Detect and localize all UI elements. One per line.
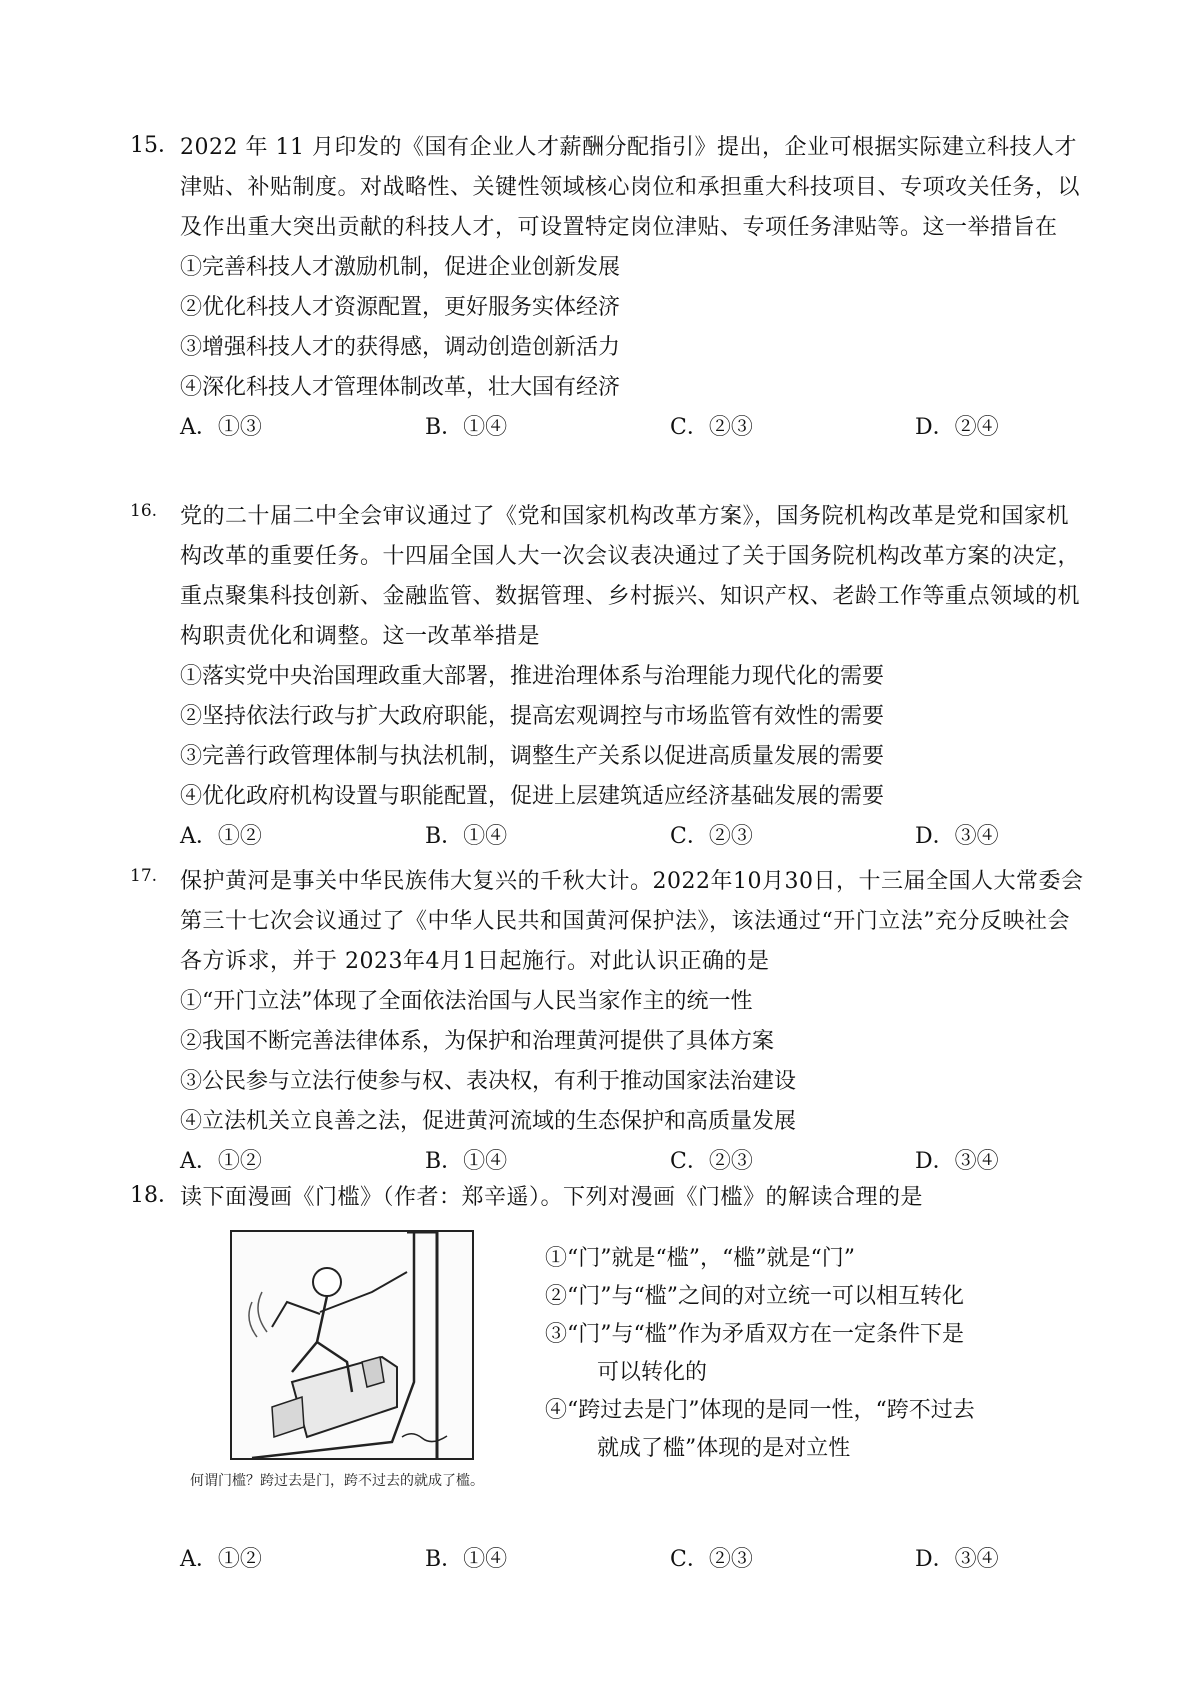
question-stem: 党的二十届二中全会审议通过了《党和国家机构改革方案》，国务院机构改革是党和国家机构改革的重要任务。十四届全国人大一次会议表决通过了关于国务院机构改革方案的决定，重点聚集科技创新、金融监管、数据管理、乡村振兴、知识产权、老龄工作等重点领域的机构职责优化和调整。这一改革举措是: [180, 504, 1081, 649]
answer-choices: [180, 1142, 1090, 1182]
choice-d: D．③④: [915, 824, 999, 849]
choice-a: A．①③: [180, 415, 262, 440]
question-number: 18．: [130, 1183, 180, 1208]
answer-choices: [180, 817, 1090, 857]
question-stem: 读下面漫画《门槛》（作者：郑辛遥）。下列对漫画《门槛》的解读合理的是: [180, 1185, 924, 1210]
statement-option: ①“门”就是“槛”，“槛”就是“门”: [545, 1246, 855, 1271]
choice-c: C．②③: [670, 415, 753, 440]
statement-option: ④深化科技人才管理体制改革，壮大国有经济: [180, 375, 621, 400]
choice-d: D．②④: [915, 415, 999, 440]
choice-c: C．②③: [670, 1547, 753, 1572]
choice-b: B．①④: [425, 1547, 508, 1572]
statement-option: ①“开门立法”体现了全面依法治国与人民当家作主的统一性: [180, 989, 753, 1014]
question-stem: 2022 年 11 月印发的《国有企业人才薪酬分配指引》提出，企业可根据实际建立科技人才津贴、补贴制度。对战略性、关键性领域核心岗位和承担重大科技项目、专项攻关任务，以及作出重大突出贡献的科技人才，可设置特定岗位津贴、专项任务津贴等。这一举措旨在: [180, 135, 1081, 240]
choice-d: D．③④: [915, 1547, 999, 1572]
statement-option: ②我国不断完善法律体系，为保护和治理黄河提供了具体方案: [180, 1029, 775, 1054]
threshold-cartoon-drawing: [232, 1232, 472, 1458]
statement-option-continued: 就成了槛”体现的是对立性: [597, 1436, 851, 1461]
statement-option: ②“门”与“槛”之间的对立统一可以相互转化: [545, 1284, 964, 1309]
choice-a: A．①②: [180, 1149, 262, 1174]
question-18-statements: [545, 1240, 1065, 1468]
statement-option: ③增强科技人才的获得感，调动创造创新活力: [180, 335, 621, 360]
choice-c: C．②③: [670, 824, 753, 849]
choice-c: C．②③: [670, 1149, 753, 1174]
choice-d: D．③④: [915, 1149, 999, 1174]
cartoon-caption: 何谓门槛？跨过去是门，跨不过去的就成了槛。: [190, 1473, 484, 1489]
statement-option: ③“门”与“槛”作为矛盾双方在一定条件下是: [545, 1322, 964, 1347]
cartoon-image: [230, 1230, 474, 1460]
statement-option: ④优化政府机构设置与职能配置，促进上层建筑适应经济基础发展的需要: [180, 784, 885, 809]
choice-a: A．①②: [180, 1547, 262, 1572]
statement-option: ①完善科技人才激励机制，促进企业创新发展: [180, 255, 621, 280]
statement-option: ③完善行政管理体制与执法机制，调整生产关系以促进高质量发展的需要: [180, 744, 885, 769]
statement-option: ④立法机关立良善之法，促进黄河流域的生态保护和高质量发展: [180, 1109, 797, 1134]
question-16: [130, 497, 1090, 857]
question-number: 17.: [130, 866, 158, 886]
question-15: [130, 128, 1090, 448]
statement-option: ①落实党中央治国理政重大部署，推进治理体系与治理能力现代化的需要: [180, 664, 885, 689]
choice-b: B．①④: [425, 1149, 508, 1174]
answer-choices: [180, 1540, 1090, 1580]
answer-choices: [180, 408, 1090, 448]
choice-b: B．①④: [425, 415, 508, 440]
statement-option: ②坚持依法行政与扩大政府职能，提高宏观调控与市场监管有效性的需要: [180, 704, 885, 729]
question-number: 16.: [130, 501, 158, 521]
question-stem: 保护黄河是事关中华民族伟大复兴的千秋大计。2022年10月30日，十三届全国人大常委会 第三十七次会议通过了《中华人民共和国黄河保护法》，该法通过“开门立法”充分反映社会各方诉求，并于 2023年4月1日起施行。对此认识正确的是: [180, 869, 1084, 974]
statement-option: ③公民参与立法行使参与权、表决权，有利于推动国家法治建设: [180, 1069, 797, 1094]
choice-a: A．①②: [180, 824, 262, 849]
question-18: [130, 1178, 1090, 1218]
statement-option: ④“跨过去是门”体现的是同一性，“跨不过去: [545, 1398, 975, 1423]
statement-option: ②优化科技人才资源配置，更好服务实体经济: [180, 295, 621, 320]
question-17: [130, 862, 1090, 1182]
choice-b: B．①④: [425, 824, 508, 849]
statement-option-continued: 可以转化的: [597, 1360, 708, 1385]
question-number: 15．: [130, 133, 180, 158]
question-18-answers: [130, 1540, 1090, 1580]
cartoon-figure: [190, 1220, 510, 1500]
